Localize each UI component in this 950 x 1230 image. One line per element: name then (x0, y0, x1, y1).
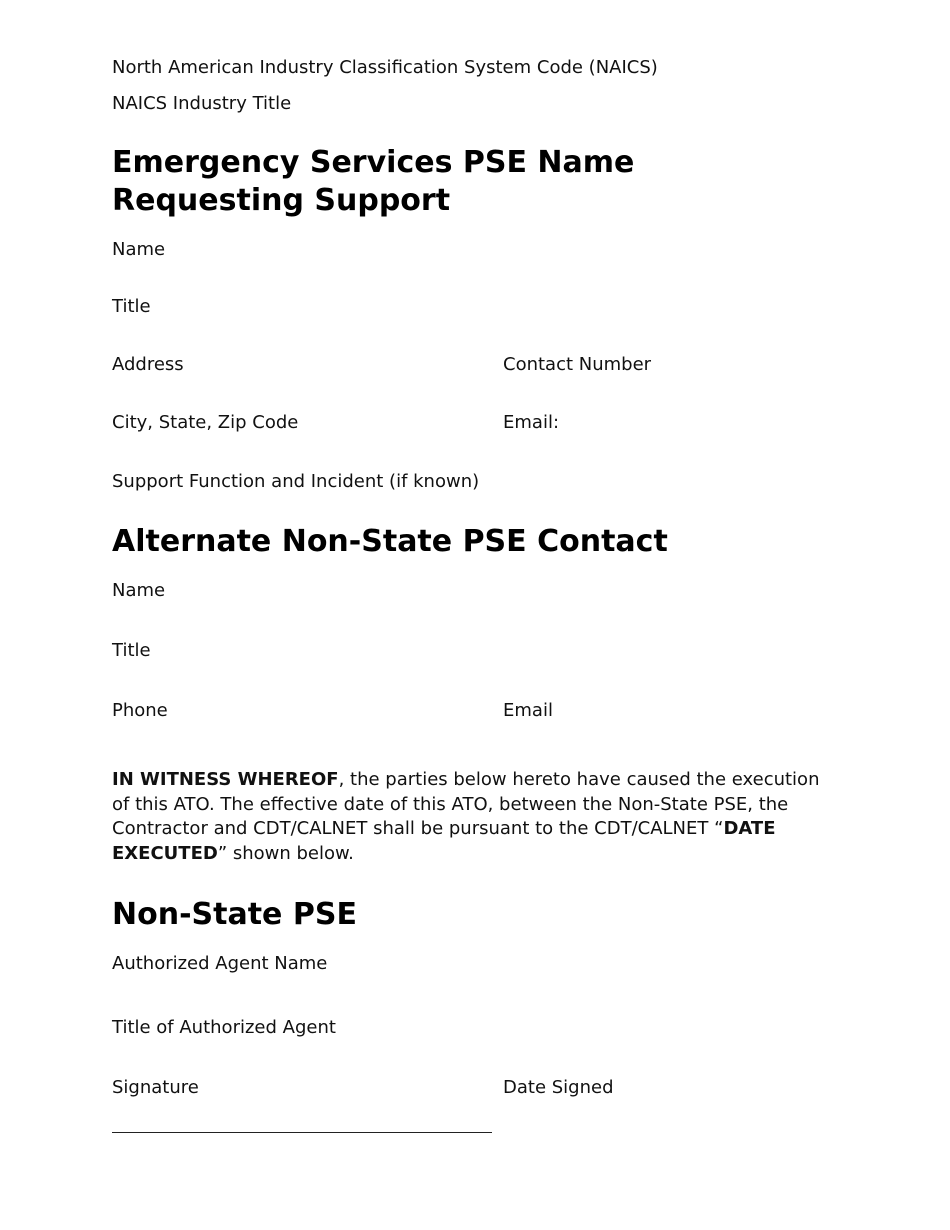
name-label: Name (112, 239, 166, 260)
city-state-zip-label: City, State, Zip Code (112, 412, 299, 433)
title-label: Title (112, 296, 151, 317)
contact-number-label: Contact Number (503, 354, 652, 375)
naics-code-label: North American Industry Classification System Code (NAICS) (112, 57, 658, 78)
address-label: Address (112, 354, 184, 375)
alt-phone-label: Phone (112, 700, 168, 721)
witness-bold-term: DATE EXECUTED (112, 818, 776, 864)
section-heading-requesting-pse (112, 144, 634, 220)
alt-name-label: Name (112, 580, 166, 601)
support-function-label: Support Function and Incident (if known) (112, 471, 480, 492)
witness-paragraph (112, 768, 827, 866)
agent-title-label: Title of Authorized Agent (112, 1017, 336, 1038)
heading-line-1: Emergency Services PSE Name (112, 145, 635, 180)
date-signed-label: Date Signed (503, 1077, 614, 1098)
email-label: Email: (503, 412, 560, 433)
alt-email-label: Email (503, 700, 553, 721)
alt-title-label: Title (112, 640, 151, 661)
signature-line[interactable] (112, 1132, 492, 1133)
witness-bold-lead: IN WITNESS WHEREOF (112, 769, 339, 790)
heading-line-2: Requesting Support (112, 183, 451, 218)
agent-name-label: Authorized Agent Name (112, 953, 328, 974)
naics-title-label: NAICS Industry Title (112, 93, 292, 114)
section-heading-alternate-contact: Alternate Non-State PSE Contact (112, 524, 668, 559)
witness-text-part1: , the parties below hereto have caused the execution of this ATO. The effective date of this ATO, between the Non-State PSE, the Contractor and CDT/CALNET shall be pursuant to the CDT/CALNET “ (112, 769, 820, 839)
section-heading-non-state-pse: Non-State PSE (112, 897, 357, 932)
signature-label: Signature (112, 1077, 199, 1098)
witness-text-part2: ” shown below. (217, 842, 354, 864)
